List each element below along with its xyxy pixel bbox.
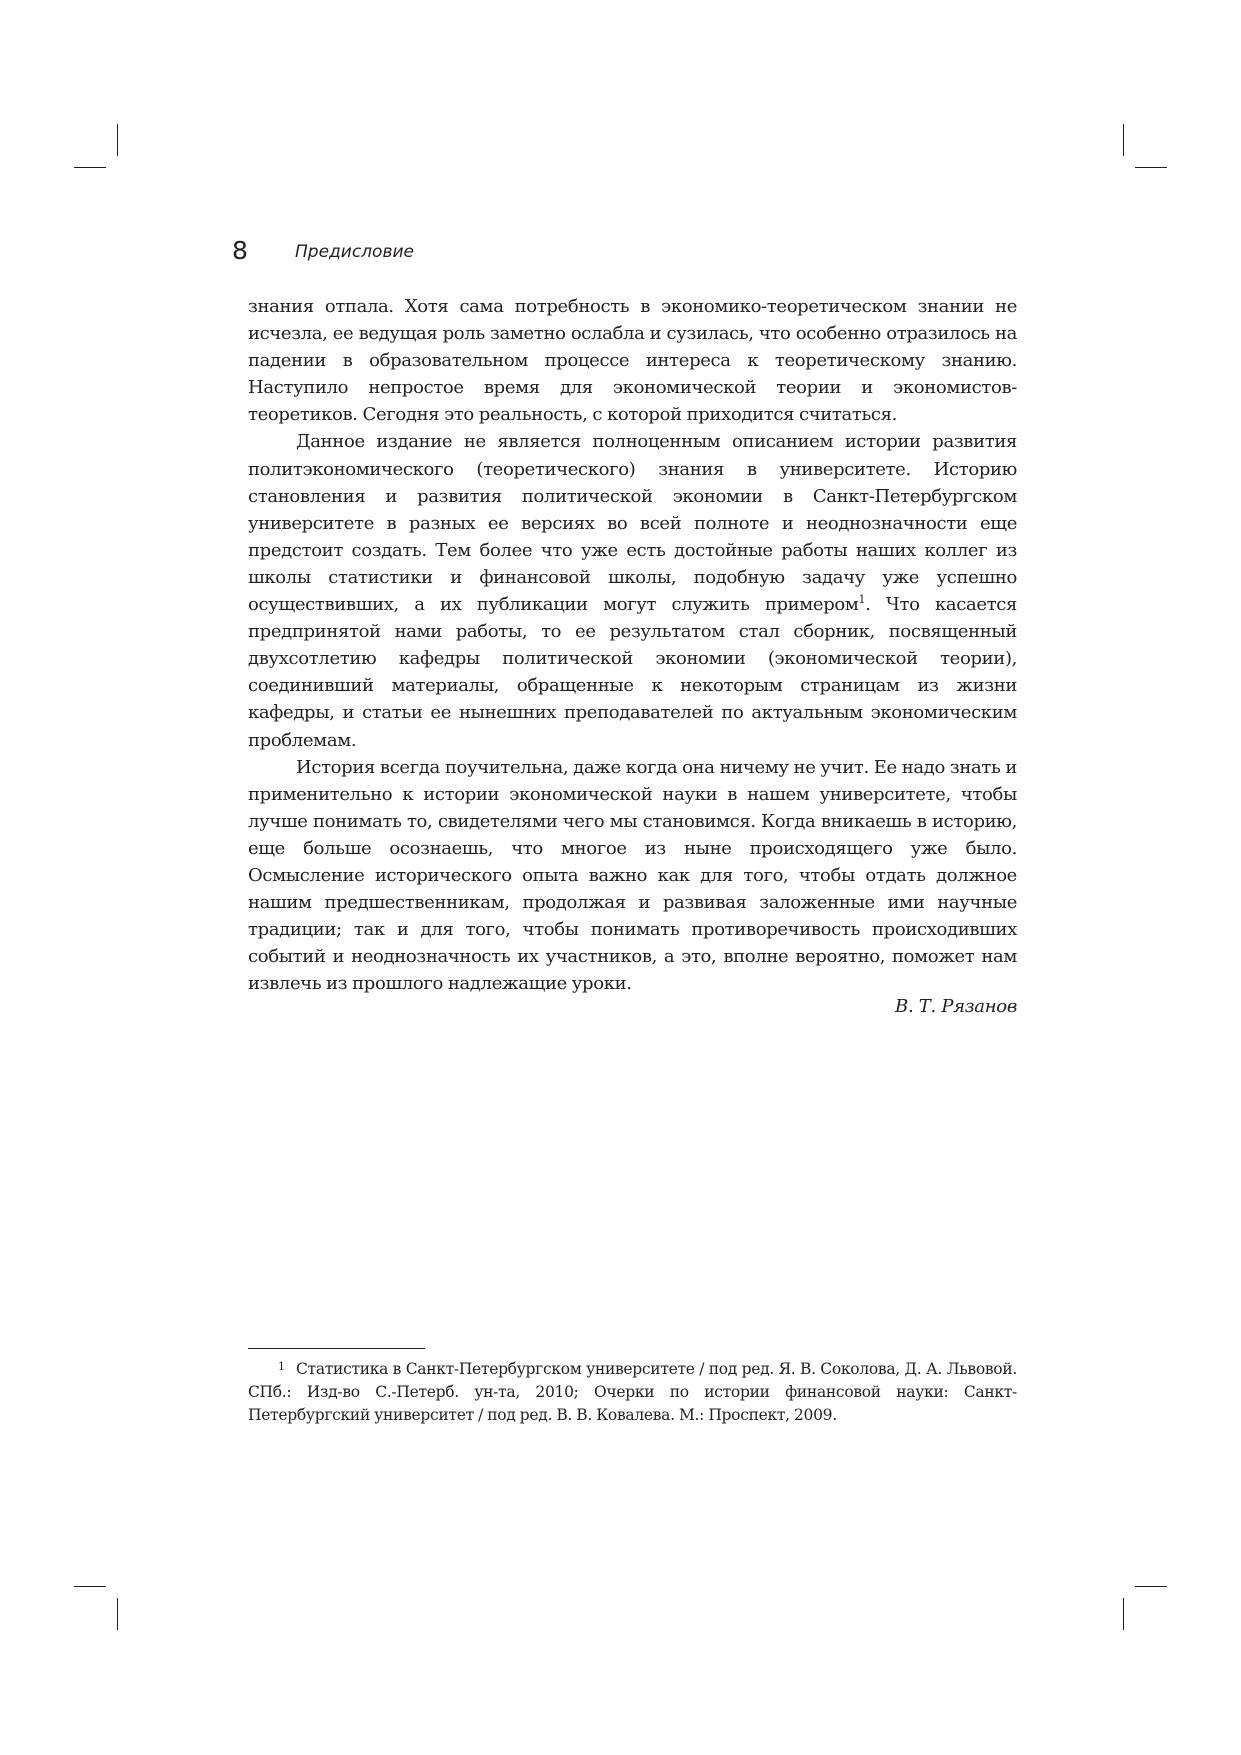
running-head-title: Предисловие [295,242,414,262]
crop-mark [1123,124,1124,156]
crop-mark [74,1586,106,1587]
crop-mark [74,167,106,168]
crop-mark [1135,1586,1167,1587]
crop-mark [1123,1598,1124,1630]
paragraph [248,428,1017,753]
page-number: 8 [232,236,248,265]
footnote-reference: 1 [858,593,866,607]
body-text [248,293,1017,997]
footnote-mark: 1 [278,1360,285,1373]
crop-mark [1135,167,1167,168]
crop-mark [117,124,118,156]
paragraph-text: Данное издание не является полноценным описанием истории развития политэкономического (теоретического) знания в университете. Историю становления и развития политической экономии в Санкт-Петербургском университете в разных ее версиях во всей полноте и неоднозначности еще предстоит создать. Тем более что уже есть достойные работы наших коллег из школы статистики и финансовой школы, подобную задачу уже успешно осуществивших, а их публикации могут служить примером [248,431,1017,616]
footnote [248,1358,1017,1427]
crop-mark [117,1598,118,1630]
author-signature: В. Т. Рязанов [895,996,1017,1017]
paragraph: История всегда поучительна, даже когда она ничему не учит. Ее надо знать и применительно к истории экономической науки в нашем университете, чтобы лучше понимать то, свидетелями чего мы становимся. Когда вникаешь в историю, еще больше осознаешь, что многое из ныне происходящего уже было. Осмысление исторического опыта важно как для того, чтобы отдать должное нашим предшественникам, продолжая и развивая заложенные ими научные традиции; так и для того, чтобы понимать противоречивость происходивших событий и неоднозначность их участников, а это, вполне вероятно, поможет нам извлечь из прошлого надлежащие уроки. [248,756,1017,995]
paragraph: знания отпала. Хотя сама потребность в экономико-теоретическом знании не исчезла, ее ведущая роль заметно ослабла и сузилась, что особенно отразилось на падении в образовательном процессе интереса к теоретическому знанию. Наступило непростое время для экономической теории и экономистов-теоретиков. Сегодня это реальность, с которой приходится считаться. [248,296,1017,426]
footnote-rule [248,1348,425,1349]
footnote-text: Статистика в Санкт-Петербургском университете / под ред. Я. В. Соколова, Д. А. Львовой. СПб.: Изд-во С.-Петерб. ун-та, 2010; Очерки по истории финансовой науки: Санкт-Петербургский университет / под ред. В. В. Ковалева. М.: Проспект, 2009. [248,1360,1017,1424]
paragraph-text: . Что касается предпринятой нами работы, то ее результатом стал сборник, посвященный двухсотлетию кафедры политической экономии (экономической теории), соединивший материалы, обращенные к некоторым страницам из жизни кафедры, и статьи ее нынешних преподавателей по актуальным экономическим проблемам. [248,594,1017,751]
